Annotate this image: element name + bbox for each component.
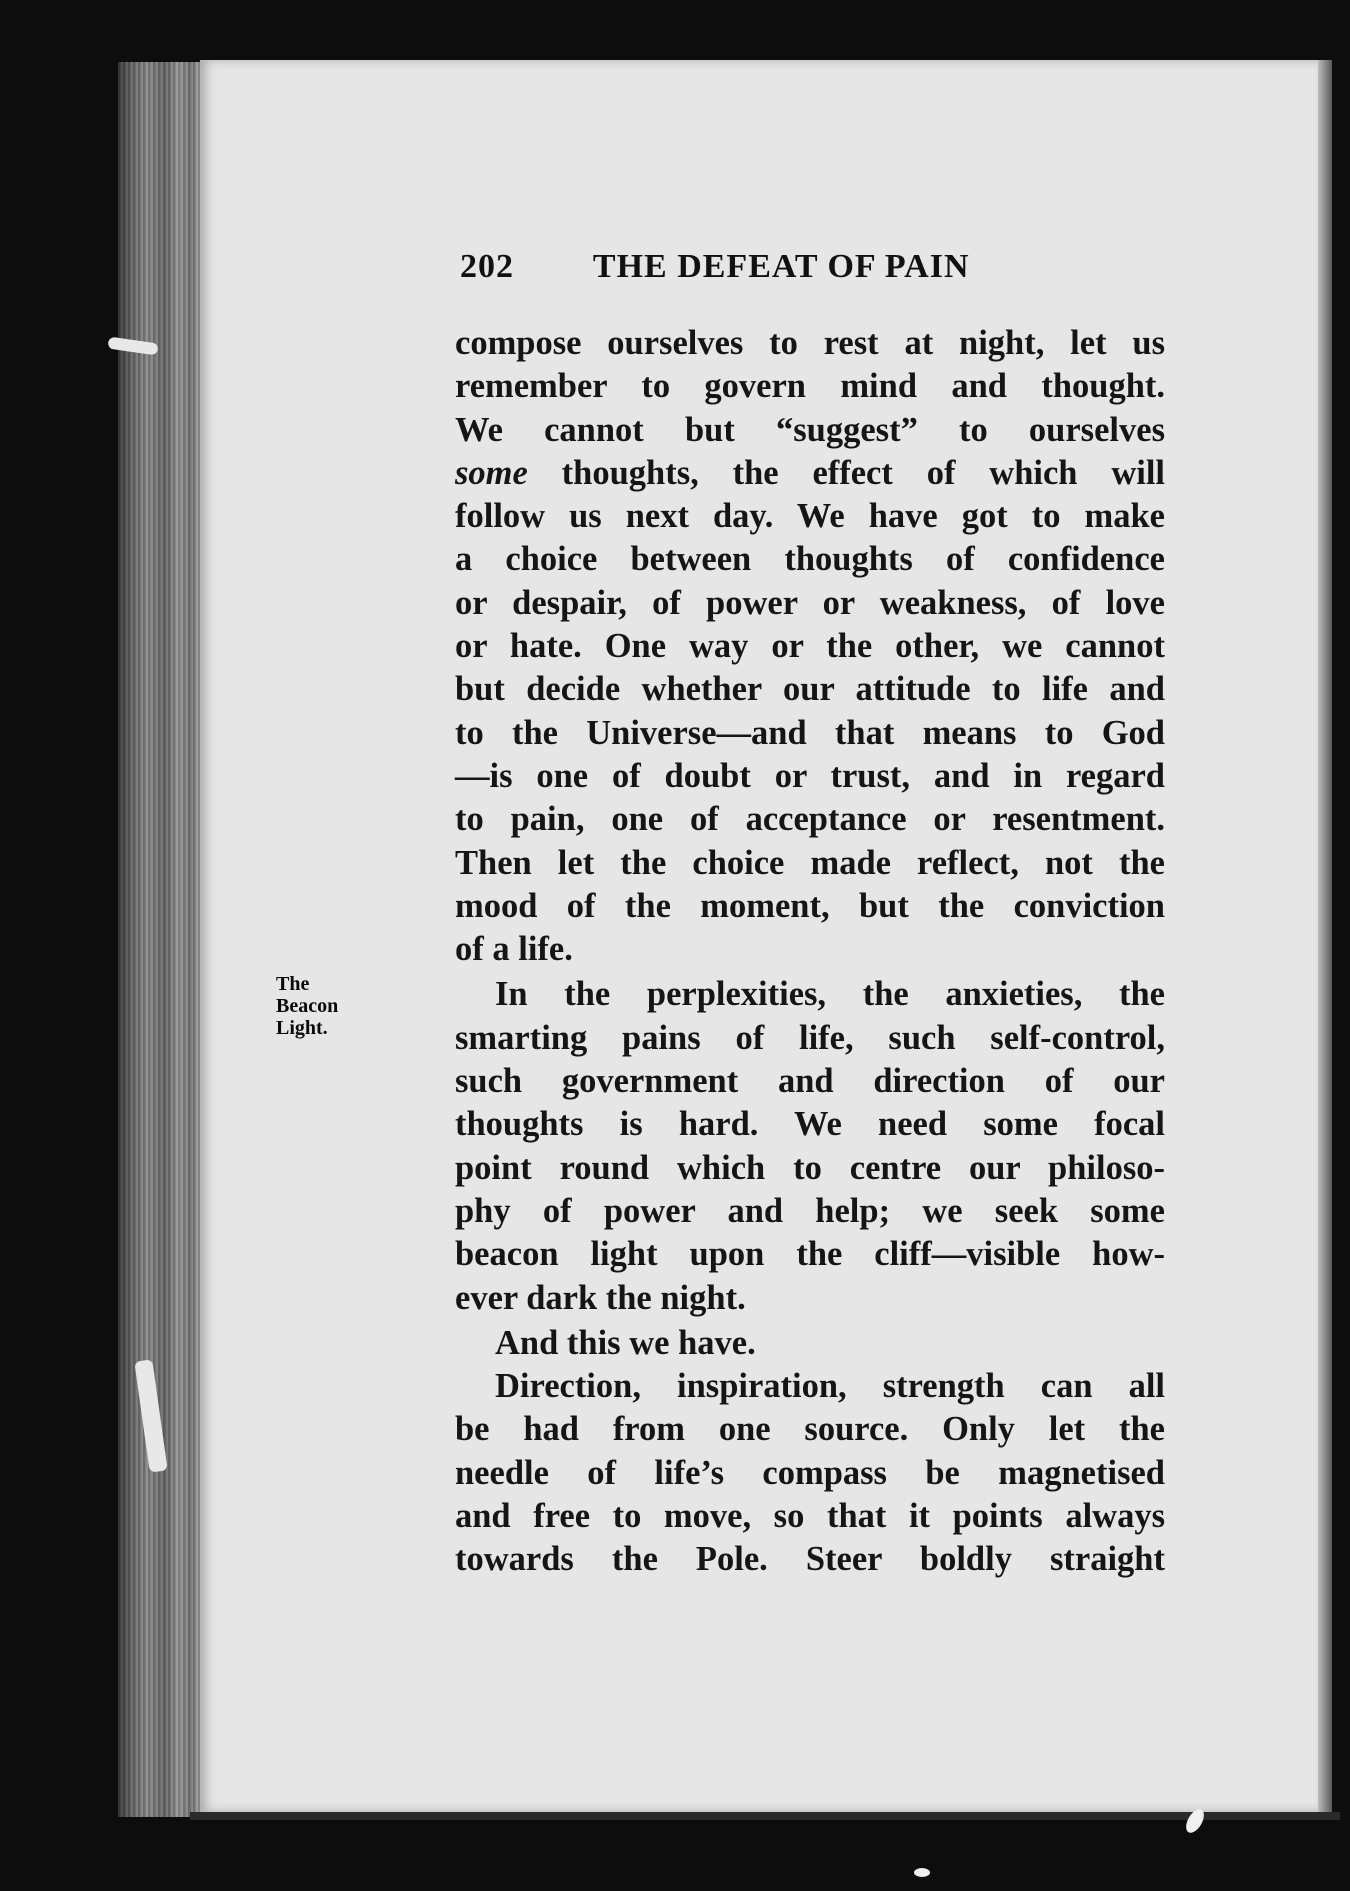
text-line: And this we have.: [495, 1323, 756, 1362]
text-line: point round which to centre our philoso-: [455, 1148, 1165, 1187]
page-number: 202: [460, 248, 514, 285]
text-line: or hate. One way or the other, we cannot: [455, 627, 1165, 666]
text-line: phy of power and help; we seek some: [455, 1191, 1165, 1230]
text-line: smarting pains of life, such self-control,: [455, 1018, 1165, 1057]
text-line: but decide whether our attitude to life and: [455, 670, 1165, 709]
spine-texture: [118, 62, 204, 1817]
margin-note-line: The: [276, 973, 310, 995]
text-line: to pain, one of acceptance or resentment.: [455, 800, 1165, 839]
text-line: beacon light upon the cliff—visible how-: [455, 1235, 1165, 1274]
text-line: such government and direction of our: [455, 1062, 1165, 1101]
text-line: be had from one source. Only let the: [455, 1410, 1165, 1449]
page-right-edge: [1318, 60, 1332, 1812]
text-line: ever dark the night.: [455, 1278, 746, 1317]
text-line: remember to govern mind and thought.: [455, 367, 1165, 406]
text-line: Direction, inspiration, strength can all: [495, 1367, 1165, 1406]
text-line: to the Universe—and that means to God: [455, 713, 1165, 752]
text-line: [455, 452, 1165, 495]
text-line: a choice between thoughts of confidence: [455, 540, 1165, 579]
running-title: THE DEFEAT OF PAIN: [592, 248, 970, 285]
text-line: follow us next day. We have got to make: [455, 497, 1165, 536]
text-line: thoughts is hard. We need some focal: [455, 1105, 1165, 1144]
text-line: Then let the choice made reflect, not the: [455, 843, 1165, 882]
text-line: of a life.: [455, 930, 573, 969]
body-text: [455, 322, 1165, 1582]
margin-note: [276, 973, 338, 1039]
margin-note-line: Beacon: [276, 995, 339, 1017]
running-header: [460, 248, 970, 286]
book-spine: [118, 62, 204, 1817]
text-line: compose ourselves to rest at night, let us: [455, 324, 1165, 362]
text-line: towards the Pole. Steer boldly straight: [455, 1540, 1165, 1579]
text-line: and free to move, so that it points always: [455, 1497, 1165, 1536]
line-text: thoughts, the effect of which will: [527, 453, 1165, 492]
scan-speck: [914, 1868, 930, 1877]
text-line: or despair, of power or weakness, of love: [455, 583, 1165, 622]
italic-word: some: [455, 453, 528, 492]
text-line: needle of life’s compass be magnetised: [455, 1453, 1165, 1492]
text-line: In the perplexities, the anxieties, the: [495, 975, 1165, 1014]
text-line: mood of the moment, but the conviction: [455, 886, 1165, 925]
page-bottom-edge: [190, 1812, 1340, 1820]
margin-note-line: Light.: [276, 1017, 328, 1039]
text-line: We cannot but “suggest” to ourselves: [455, 410, 1165, 449]
text-line: —is one of doubt or trust, and in regard: [455, 756, 1165, 795]
